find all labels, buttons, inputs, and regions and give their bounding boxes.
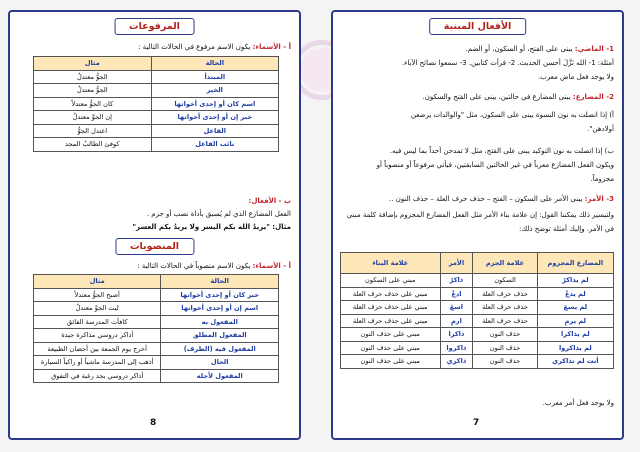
table-row: لم يسعَ حذف حرف العلة اسعَ مبني على حذف حرف العلة: [341, 301, 614, 315]
text-line: مجزوماً.: [590, 175, 614, 183]
verbs-heading: ب - الأفعال:: [248, 197, 291, 205]
text-line: أ) إذا اتصلت به نون النسوة يبنى على السكون، مثل "والوالدات يرضعن: [410, 111, 614, 119]
table-row: خبر كان أو إحدى أخواتها أصبح الجوُّ معتدلاً: [34, 288, 279, 302]
table-row: الحال أذهب إلى المدرسة ماشياً أو راكباً السيارة: [34, 356, 279, 370]
table-row: اسم كان أو إحدى أخواتها كان الجوُّ معتدلاً: [34, 97, 279, 111]
header-example: مثال: [34, 57, 152, 71]
table-row: الفاعل اعتدل الجوُّ: [34, 124, 279, 138]
intro-mansobaat: أ - الأسماء: يكون الاسم منصوباً في الحالات التالية :: [137, 262, 291, 270]
text-line: ولا يوجد فعل ماض معرب.: [537, 73, 614, 81]
text-line: في الأمر. وإليك أمثلة توضح ذلك:: [519, 225, 614, 233]
title-marfoaat: المرفوعات: [114, 18, 195, 35]
table-row: المفعول المطلق أذاكر دروسي مذاكرة جيدة: [34, 329, 279, 343]
text-line: أمثلة: 1- الله نَزَّلَ أحسن الحديث. 2- قرأت كتابين. 3- سمعوا نصائح الآباء.: [401, 59, 614, 67]
text-line: ب) إذا اتصلت به نون التوكيد يبنى على الفتح، مثل لا تمدحن أحداً بما ليس فيه.: [389, 147, 614, 155]
header-state: الحالة: [161, 275, 279, 289]
table-row: لم يذاكرْ السكون ذاكرْ مبني على السكون: [341, 274, 614, 288]
header-binaa: علامة البناء: [341, 253, 441, 274]
table-row: لم يدعُ حذف حرف العلة ادعُ مبني على حذف حرف العلة: [341, 287, 614, 301]
text-line: ولتيسير ذلك يمكننا القول: إن علامة بناء الأمر مثل الفعل المضارع المجزوم بإضافة كلمة مبني: [346, 211, 614, 219]
page-8: [8, 10, 301, 440]
table-row: خبر إن أو إحدى أخواتها إن الجوَّ معتدلٌ: [34, 111, 279, 125]
header-amr: الأمر: [440, 253, 473, 274]
page-number: 7: [473, 418, 480, 428]
text-line: 2- المضارع: يبنى المضارع في حالتين، يبنى على الفتح والسكون.: [422, 93, 614, 101]
title-mabniya: الأفعال المبنية: [429, 18, 527, 35]
text-line: أولادهن".: [587, 125, 614, 133]
table-row: المبتدأ الجوُّ معتدلٌ: [34, 70, 279, 84]
table-row: المفعول به كافأت المدرسة الفائق: [34, 315, 279, 329]
text-line: ويكون الفعل المضارع معرباً في غير الحالتين السابقتين، فيأتي مرفوعاً أو منصوباً أو: [376, 161, 614, 169]
intro-marfoaat: أ - الأسماء: يكون الاسم مرفوع في الحالات التالية :: [138, 43, 291, 51]
table-row: أنت لم تذاكري حذف النون ذاكري مبني على حذف النون: [341, 355, 614, 369]
marfoaat-table: [33, 56, 279, 152]
table-row: لم يرمِ حذف حرف العلة ارمِ مبني على حذف حرف العلة: [341, 314, 614, 328]
mansobaat-table: [33, 274, 279, 383]
text-line: 3- الأمر: يبنى الأمر على السكون – الفتح – حذف حرف العلة – حذف النون ..: [389, 195, 614, 203]
verbs-example: مثال: "يريدُ الله بكم اليسر ولا يريدُ بكم العسر": [132, 223, 291, 231]
page-number: 8: [150, 418, 157, 428]
title-mansobaat: المنصوبات: [115, 238, 194, 255]
table-row: نائب الفاعل كوفئ الطالبُ المجد: [34, 138, 279, 152]
amr-table: [340, 252, 614, 369]
table-row: لم يذاكروا حذف النون ذاكروا مبني على حذف النون: [341, 341, 614, 355]
table-row: لم يذاكرا حذف النون ذاكرا مبني على حذف النون: [341, 328, 614, 342]
text-line: 1- الماضي: يبنى على الفتح، أو السكون، أو الضم.: [465, 45, 614, 53]
header-mudari: المضارع المجزوم: [537, 253, 613, 274]
verbs-text: الفعل المضارع الذي لم يُسبق بأداة نصب أو جزم .: [146, 210, 291, 218]
table-row: اسم إن أو إحدى أخواتها ليت الجوَّ معتدلٌ: [34, 302, 279, 316]
table-row: المفعول لأجله أذاكر دروسي بجد رغبة في التفوق: [34, 369, 279, 383]
table-row: الخبر الجوُّ معتدلٌ: [34, 84, 279, 98]
header-state: الحالة: [151, 57, 278, 71]
page-7: [331, 10, 624, 440]
header-example: مثال: [34, 275, 161, 289]
header-jazm: علامة الجزم: [473, 253, 537, 274]
table-row: المفعول فيه (الظرف) أخرج يوم الجمعة بين أحضان الطبيعة: [34, 342, 279, 356]
footer-note: ولا يوجد فعل أمر معرب.: [542, 399, 614, 407]
